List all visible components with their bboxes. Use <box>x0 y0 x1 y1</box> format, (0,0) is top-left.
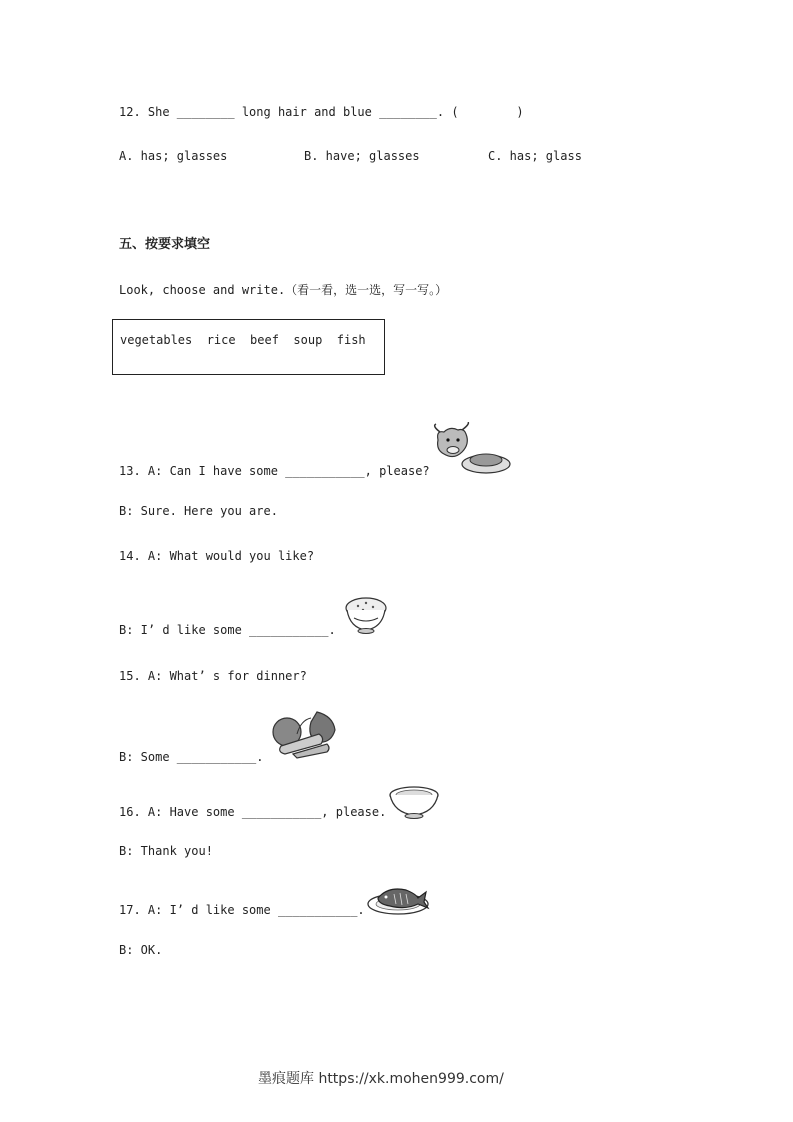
q17-line-a: 17. A: I’ d like some ___________. <box>119 903 365 917</box>
rice-bowl-icon <box>342 594 390 636</box>
fish-plate-icon <box>366 882 430 916</box>
q16-line-b: B: Thank you! <box>119 844 213 858</box>
q12-option-b: B. have; glasses <box>304 149 420 163</box>
footer-watermark: 墨痕题库 https://xk.mohen999.com/ <box>258 1071 504 1087</box>
q15-line-a: 15. A: What’ s for dinner? <box>119 669 307 683</box>
q12-option-c: C. has; glass <box>488 149 582 163</box>
q12-option-a: A. has; glasses <box>119 149 228 163</box>
beef-icon <box>428 422 512 476</box>
word-bank: vegetables rice beef soup fish <box>120 333 366 347</box>
q12-stem: 12. She ________ long hair and blue ________. ( ) <box>119 105 524 119</box>
q14-line-a: 14. A: What would you like? <box>119 549 315 563</box>
q13-line-b: B: Sure. Here you are. <box>119 504 278 518</box>
q16-line-a: 16. A: Have some ___________, please. <box>119 805 387 819</box>
q15-line-b: B: Some ___________. <box>119 750 264 764</box>
q14-line-b: B: I’ d like some ___________. <box>119 623 336 637</box>
q17-line-b: B: OK. <box>119 943 163 957</box>
section-heading: 五、按要求填空 <box>119 237 211 252</box>
soup-bowl-icon <box>388 785 440 819</box>
q13-line-a: 13. A: Can I have some ___________, please? <box>119 464 430 478</box>
section-instruction: Look, choose and write.（看一看，选一选，写一写。） <box>119 283 448 297</box>
vegetables-icon <box>267 708 343 760</box>
